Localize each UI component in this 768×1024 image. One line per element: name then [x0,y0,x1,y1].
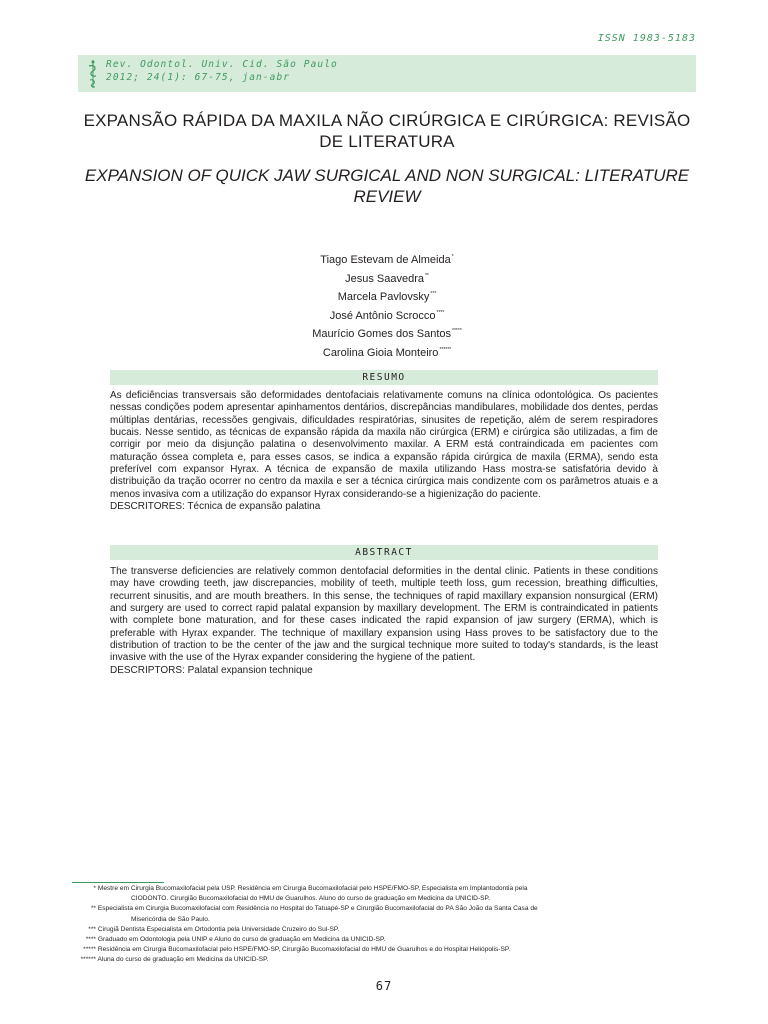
abstract-body [110,566,658,677]
journal-header-band [78,55,696,92]
author-item: Jesus Saavedra** [345,272,429,285]
abstract-descriptors: DESCRIPTORS: Palatal expansion technique [110,664,313,676]
footnote-item: * Mestre em Cirurgia Bucomaxilofacial pela USP. Residência em Cirurgia Bucomaxilofacial pelo HSPE/FMO-SP, Especialista em Implantodontia pela CIODONTO. Cirurgião Bucomaxilofacial do HMU de Guarulhos. Aluno do curso de graduação em Medicina da UNICID-SP. [93,885,528,903]
abstract-heading: ABSTRACT [110,545,658,560]
resumo-descriptors: DESCRITORES: Técnica de expansão palatina [110,501,321,513]
footnote-item: ****** Aluna do curso de graduação em Medicina da UNICID-SP. [80,956,269,964]
title-portuguese: EXPANSÃO RÁPIDA DA MAXILA NÃO CIRÚRGICA E CIRÚRGICA: REVISÃO DE LITERATURA [83,111,691,151]
footnotes [72,884,692,966]
journal-name: Rev. Odontol. Univ. Cid. São Paulo [106,59,338,70]
resumo-body [110,390,658,513]
author-item: Tiago Estevam de Almeida* [320,254,454,266]
journal-logo-icon [87,59,99,89]
author-item: Maurício Gomes dos Santos***** [312,328,462,340]
author-item: Carolina Gioia Monteiro****** [322,346,452,359]
footnote-divider [72,882,164,883]
abstract-text: The transverse deficiencies are relatively common dentofacial deformities in the dental clinic. Patients in these conditions may have crowding teeth, jaw discrepancies, mobility of teeth, multiple teeth loss, gum recession, breathing difficulties, recurrent sinusitis, and are mouth breathers. In this sense, the techniques of rapid maxillary expansion nonsurgical (ERM) and surgery are used to correct rapid palatal expansion by maxillary development. The ERM is contraindicated in patients with complete bone maturation, and for these cases indicated the rapid expansion of jaw surgery (ERMA), which is preferable with Hyrax expander. The technique of maxillary expansion using Hass proves to be satisfactory due to the distribution of traction to be the center of the jaw and the surgical technique more suited to today's standards, is the least invasive with the use of the Hyrax expander considering the hygiene of the patient. [110,566,658,664]
footnote-item: **** Graduado em Odontologia pela UNIP e Aluno do curso de graduação em Medicina da UNICID-SP. [85,936,386,944]
journal-issue: 2012; 24(1): 67-75, jan-abr [106,72,291,83]
journal-citation [106,58,338,84]
footnote-item: *** Cirugiã Dentista Especialista em Ortodontia pela Universidade Cruzeiro do Sul-SP. [88,925,340,933]
title-english: EXPANSION OF QUICK JAW SURGICAL AND NON SURGICAL: LITERATURE REVIEW [84,166,690,206]
footnote-item: ** Especialista em Cirurgia Bucomaxilofacial com Residência no Hospital do Tatuapé-SP e Cirurgião Bucomaxilofacial do PA São João da Santa Casa de Misericórdia de São Paulo. [90,905,538,923]
resumo-text: As deficiências transversais são deformidades dentofaciais relativamente comuns na clínica odontológica. Os pacientes nessas condições podem apresentar apinhamentos dentários, discrepâncias mandibulares, mobilidade dos dentes, perdas múltiplas dentárias, recessões gengivais, dificuldades respiratórias, sinusites de repetição, além de serem respiradores bucais. Nesse sentido, as técnicas de expansão rápida da maxila não cirúrgica (ERM) e cirúrgica são utilizadas, a fim de corrigir por meio da disjunção palatina o desenvolvimento maxilar. A ERM está contraindicada em pacientes com maturação óssea completa e, para esses casos, se indica a expansão rápida cirúrgica de maxila (ERMA), sendo esta preferível com expansor Hyrax. A técnica de expansão de maxila utilizando Hass mostra-se satisfatória devido à distribuição da tração ocorrer no centro da maxila e ser a técnica cirúrgica mais condizente com os parâmetros atuais e a menos invasiva com a utilização do expansor Hyrax considerando-se a higienização do paciente. [110,390,658,500]
author-list [200,250,574,361]
footnote-item: ***** Residência em Cirurgia Bucomaxilofacial pelo HSPE/FMO-SP, Cirurgião Bucomaxilofacial do HMU de Guarulhos e do Hospital Heliópolis-SP. [83,946,511,954]
author-item: Marcela Pavlovsky*** [337,291,437,303]
resumo-heading: RESUMO [110,370,658,385]
page-number: 67 [375,979,393,993]
issn-label: ISSN 1983-5183 [597,33,696,44]
author-item: José Antônio Scrocco**** [329,309,445,322]
